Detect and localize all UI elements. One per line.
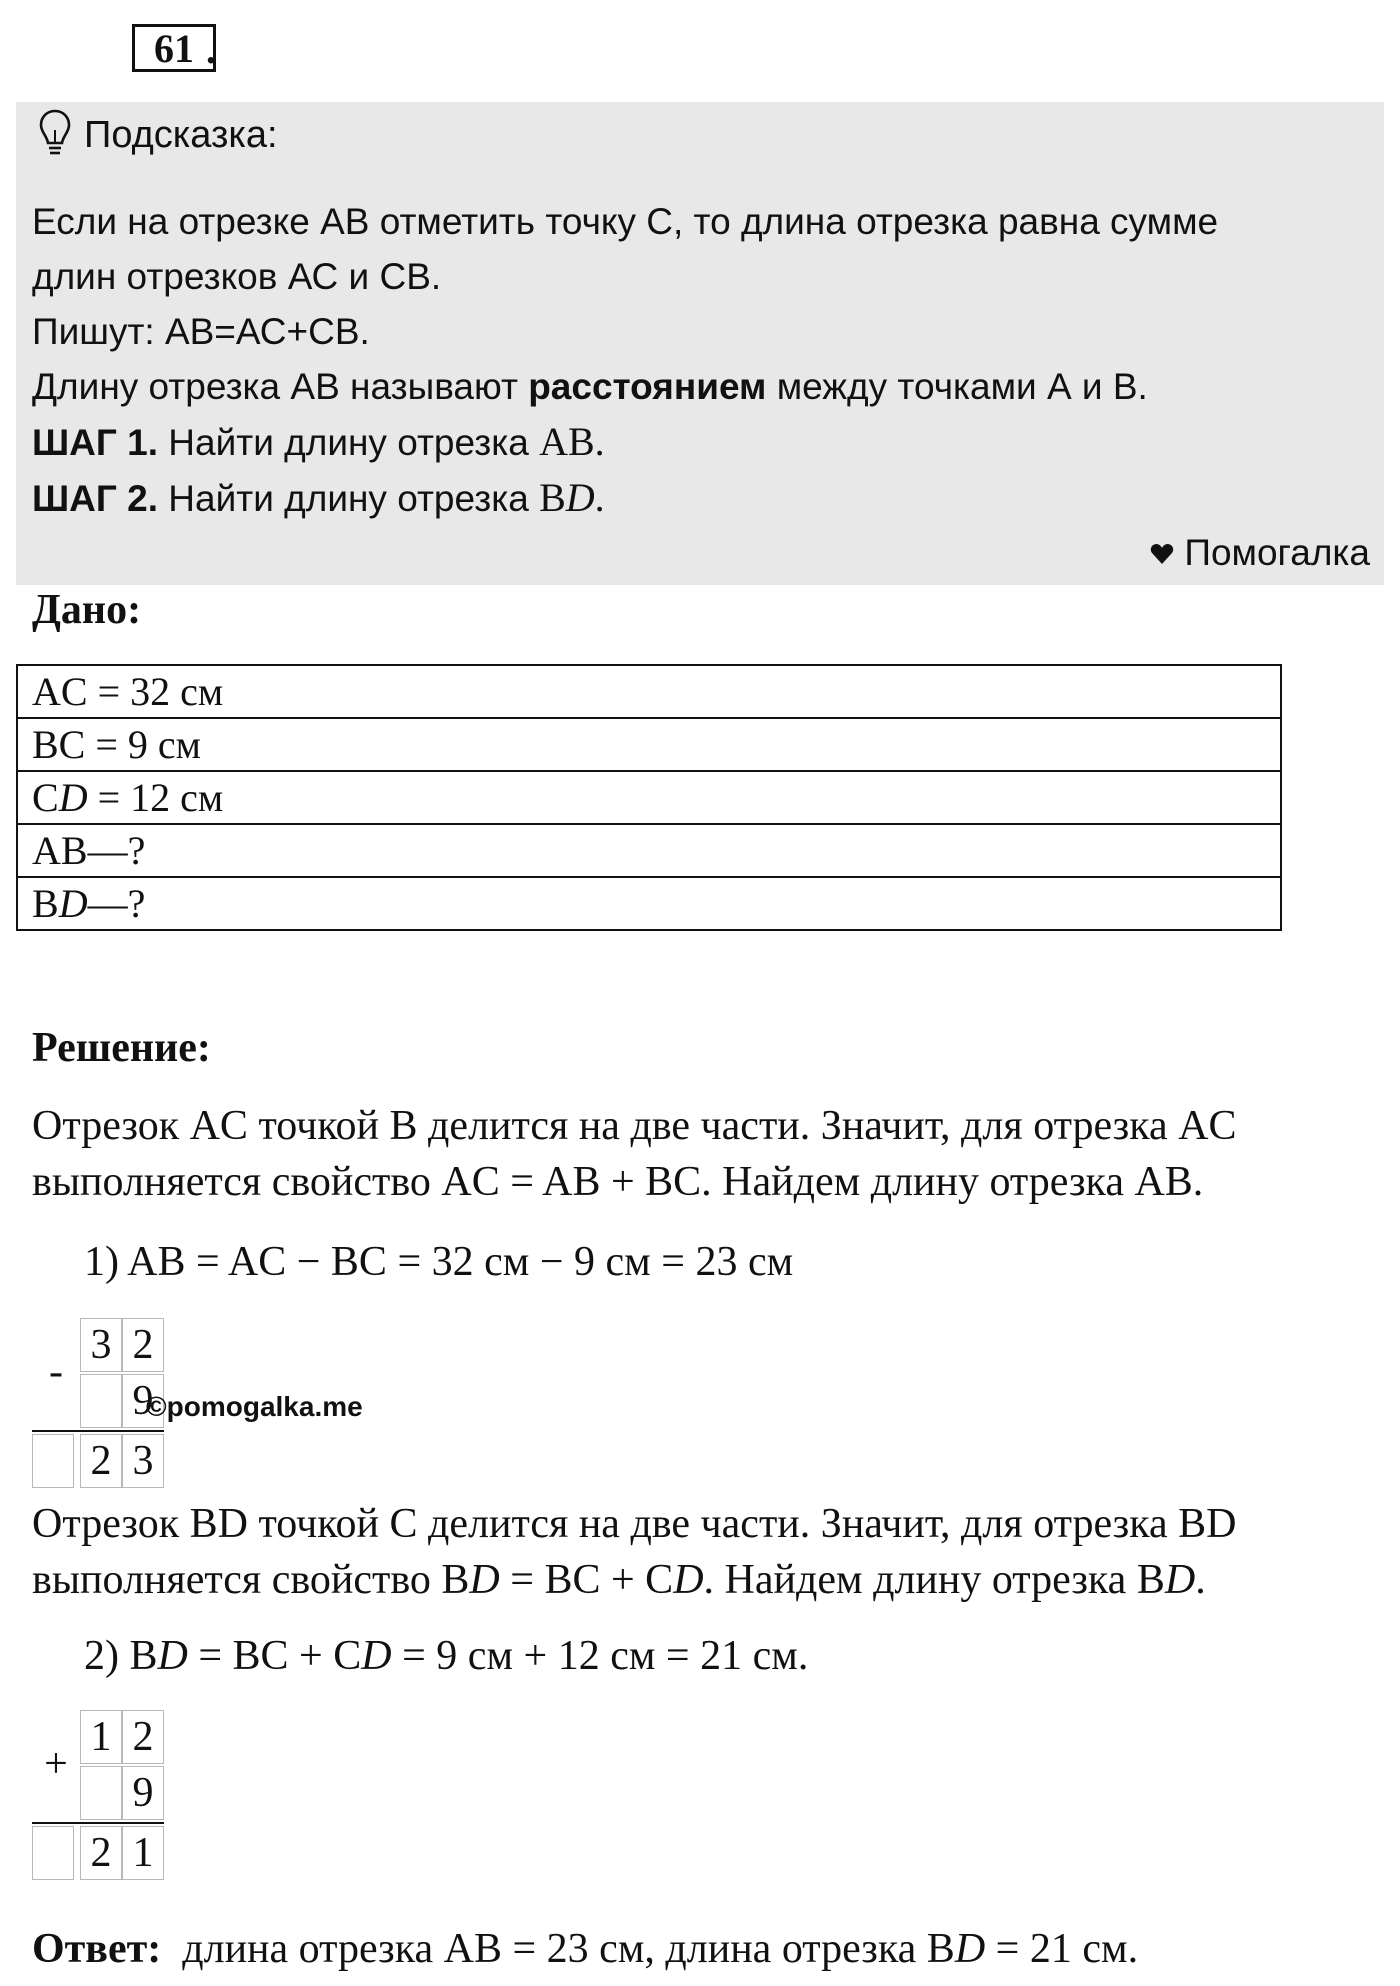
step-math-italic: D — [565, 475, 595, 520]
given-cell — [17, 665, 1281, 718]
given-value: = 12 см — [87, 775, 224, 820]
text-part: 2) B — [84, 1633, 158, 1679]
calc-rule — [32, 1822, 164, 1824]
step-label: ШАГ 2. — [32, 478, 159, 519]
lightbulb-icon — [38, 108, 72, 163]
watermark: ©pomogalka.me — [146, 1391, 363, 1422]
hint-step-1 — [32, 414, 1372, 470]
digit-cell: 1 — [80, 1710, 122, 1764]
hint-line: длин отрезков АС и СВ. — [32, 256, 442, 297]
digit-cell: 2 — [122, 1318, 164, 1372]
text-part: = BC + C — [187, 1633, 362, 1679]
step-math: . — [594, 475, 605, 520]
problem-number-box — [132, 24, 216, 72]
brand-label — [1150, 532, 1370, 574]
text-part: = BC + C — [499, 1557, 674, 1603]
digit-cell: 3 — [80, 1318, 122, 1372]
given-row — [17, 771, 1281, 824]
calc-rule — [32, 1430, 164, 1432]
digit-cell: 2 — [122, 1710, 164, 1764]
digit-cell — [80, 1374, 122, 1428]
paragraph-line: Отрезок BD точкой C делится на две части. Значит, для отрезка BD — [32, 1501, 1237, 1547]
given-cell — [17, 824, 1281, 877]
problem-number-dot: . — [206, 27, 216, 72]
hint-line: Если на отрезке АВ отметить точку С, то длина отрезка равна сумме — [32, 201, 1219, 242]
step-math: B — [539, 475, 566, 520]
answer-line — [32, 1925, 1138, 1973]
text-part: . — [1195, 1557, 1206, 1603]
answer-label: Ответ: — [32, 1926, 162, 1972]
step-text: Найти длину отрезка — [168, 478, 529, 519]
hint-text-part: Длину отрезка АВ называют — [32, 366, 518, 407]
given-cell — [17, 771, 1281, 824]
column-subtraction — [32, 1318, 164, 1490]
hint-text-part: между точками А и В. — [776, 366, 1148, 407]
text-part: выполняется свойство B — [32, 1557, 470, 1603]
digit-cell — [32, 1434, 74, 1488]
given-row — [17, 665, 1281, 718]
answer-text: = 21 см. — [985, 1926, 1139, 1972]
column-addition — [32, 1710, 164, 1882]
given-value: BC = 9 см — [32, 722, 201, 767]
given-row — [17, 877, 1281, 930]
hint-header — [38, 108, 278, 163]
given-value: —? — [87, 881, 146, 926]
digit-cell: 9 — [122, 1374, 164, 1428]
paragraph-line: выполняется свойство AC = AB + BC. Найдем длину отрезка AB. — [32, 1159, 1204, 1205]
digit-cell: 9 — [122, 1766, 164, 1820]
given-italic: D — [58, 881, 88, 926]
hint-step-2 — [32, 470, 1372, 526]
digit-cell — [32, 1826, 74, 1880]
italic-d: D — [157, 1633, 188, 1679]
hint-line: Пишут: АВ=АС+СВ. — [32, 311, 370, 352]
italic-d: D — [1164, 1557, 1196, 1603]
text-part: . Найдем длину отрезка B — [703, 1557, 1165, 1603]
hint-text — [32, 194, 1372, 526]
calculation-step-2 — [84, 1632, 808, 1680]
digit-cell: 2 — [80, 1826, 122, 1880]
solution-paragraph-1 — [32, 1098, 1237, 1210]
given-value: C — [32, 775, 59, 820]
paragraph-line — [32, 1552, 1237, 1608]
given-cell — [17, 718, 1281, 771]
given-table — [16, 664, 1282, 931]
step-math: AB. — [539, 419, 605, 464]
brand-name: Помогалка — [1184, 532, 1370, 573]
answer-text: длина отрезка AB = 23 см, длина отрезка B — [182, 1926, 955, 1972]
calculation-step-1: 1) AB = AC − BC = 32 см − 9 см = 23 см — [84, 1239, 794, 1285]
plus-sign: + — [44, 1741, 68, 1787]
given-row — [17, 824, 1281, 877]
digit-cell: 1 — [122, 1826, 164, 1880]
hint-box — [16, 102, 1384, 585]
given-row — [17, 718, 1281, 771]
minus-sign: - — [49, 1349, 63, 1395]
digit-cell: 2 — [80, 1434, 122, 1488]
hint-bold-term: расстоянием — [528, 366, 767, 407]
italic-d: D — [361, 1633, 392, 1679]
problem-number: 61 — [154, 25, 194, 71]
given-value: B — [32, 881, 59, 926]
italic-d: D — [469, 1557, 500, 1603]
hint-title: Подсказка: — [84, 114, 278, 156]
hint-line — [32, 359, 1372, 414]
solution-paragraph-2 — [32, 1496, 1237, 1608]
italic-d: D — [673, 1557, 704, 1603]
italic-d: D — [954, 1926, 986, 1972]
paragraph-line: Отрезок AC точкой B делится на две части. Значит, для отрезка AC — [32, 1103, 1237, 1149]
given-italic: D — [58, 775, 88, 820]
solution-title: Решение: — [32, 1025, 211, 1071]
heart-icon — [1150, 532, 1174, 574]
digit-cell: 3 — [122, 1434, 164, 1488]
digit-cell — [80, 1766, 122, 1820]
given-title: Дано: — [32, 587, 142, 633]
step-label: ШАГ 1. — [32, 422, 159, 463]
step-text: Найти длину отрезка — [168, 422, 529, 463]
given-value: AB—? — [32, 828, 146, 873]
text-part: = 9 см + 12 см = 21 см. — [391, 1633, 809, 1679]
given-cell — [17, 877, 1281, 930]
given-value: AC = 32 см — [32, 669, 224, 714]
